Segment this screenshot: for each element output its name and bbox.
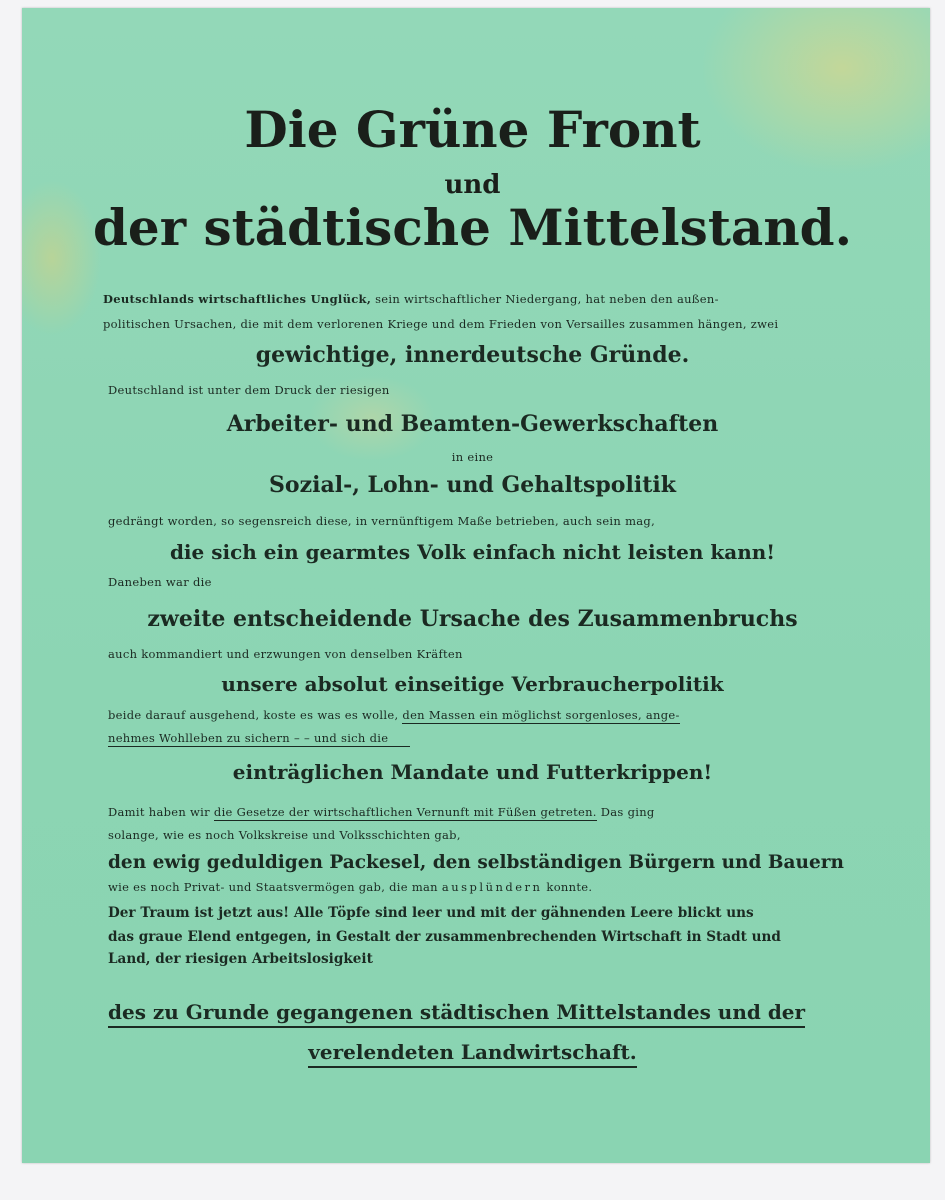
- in-eine: in eine: [451, 450, 494, 464]
- second-cause-heading: zweite entscheidende Ursache des Zusammenbruchs: [147, 606, 798, 632]
- title-line-3: der städtische Mittelstand.: [92, 198, 853, 257]
- traum-line-1: Der Traum ist jetzt aus! Alle Töpfe sind leer und mit der gähnenden Leere blickt uns: [108, 905, 754, 921]
- beide-line-2-underlined: nehmes Wohlleben zu sichern – – und sich die: [108, 731, 410, 747]
- intro-line-1: [103, 292, 719, 306]
- traum-line-2: das graue Elend entgegen, in Gestalt der zusammenbrechenden Wirtschaft in Stadt und: [108, 929, 781, 945]
- beide-line-2: [108, 731, 410, 745]
- reasons-heading: gewichtige, innerdeutsche Gründe.: [255, 342, 690, 368]
- privat-line: [108, 880, 592, 894]
- damit-end: Das ging: [600, 805, 655, 819]
- title-line-1: Die Grüne Front: [244, 100, 701, 159]
- kommandiert-line: auch kommandiert und erzwungen von denselben Kräften: [108, 647, 463, 661]
- title-line-2: und: [444, 170, 501, 200]
- daneben-line: Daneben war die: [108, 575, 212, 589]
- beide-line-1: [108, 708, 680, 722]
- packesel-heading: den ewig geduldigen Packesel, den selbständigen Bürgern und Bauern: [108, 852, 844, 873]
- beide-underlined: den Massen ein möglichst sorgenloses, ange-: [402, 708, 680, 722]
- privat-end: konnte.: [546, 880, 593, 894]
- traum-line-3: Land, der riesigen Arbeitslosigkeit: [108, 951, 373, 967]
- policy-heading: Sozial-, Lohn- und Gehaltspolitik: [269, 472, 676, 498]
- consumer-policy-heading: unsere absolut einseitige Verbraucherpolitik: [221, 672, 724, 696]
- damit-line-1: [108, 805, 655, 819]
- damit-line-2: solange, wie es noch Volkskreise und Volksschichten gab,: [108, 828, 461, 842]
- mandate-heading: einträglichen Mandate und Futterkrippen!: [232, 760, 713, 784]
- intro-lead: Deutschlands wirtschaftliches Unglück,: [103, 292, 372, 306]
- closing-line-2: verelendeten Landwirtschaft.: [308, 1040, 637, 1068]
- damit-plain: Damit haben wir: [108, 805, 210, 819]
- gedraengt-line: gedrängt worden, so segensreich diese, in vernünftigem Maße betrieben, auch sein mag,: [108, 514, 656, 528]
- closing-line-2-wrap: [0, 1040, 945, 1064]
- druck-line: Deutschland ist unter dem Druck der riesigen: [108, 383, 390, 397]
- privat-spaced: ausplündern: [441, 880, 543, 894]
- closing-line-1: des zu Grunde gegangenen städtischen Mittelstandes und der: [108, 1000, 805, 1028]
- privat-plain: wie es noch Privat- und Staatsvermögen gab, die man: [108, 880, 438, 894]
- intro-rest: sein wirtschaftlicher Niedergang, hat neben den außen-: [375, 292, 719, 306]
- beide-plain: beide darauf ausgehend, koste es was es wolle,: [108, 708, 399, 722]
- unions-heading: Arbeiter- und Beamten-Gewerkschaften: [226, 411, 719, 437]
- afford-heading: die sich ein gearmtes Volk einfach nicht leisten kann!: [169, 540, 776, 564]
- intro-line-2: politischen Ursachen, die mit dem verlorenen Kriege und dem Frieden von Versailles zusammen hängen, zwei: [103, 317, 779, 331]
- damit-underlined: die Gesetze der wirtschaftlichen Vernunft mit Füßen getreten.: [213, 805, 597, 819]
